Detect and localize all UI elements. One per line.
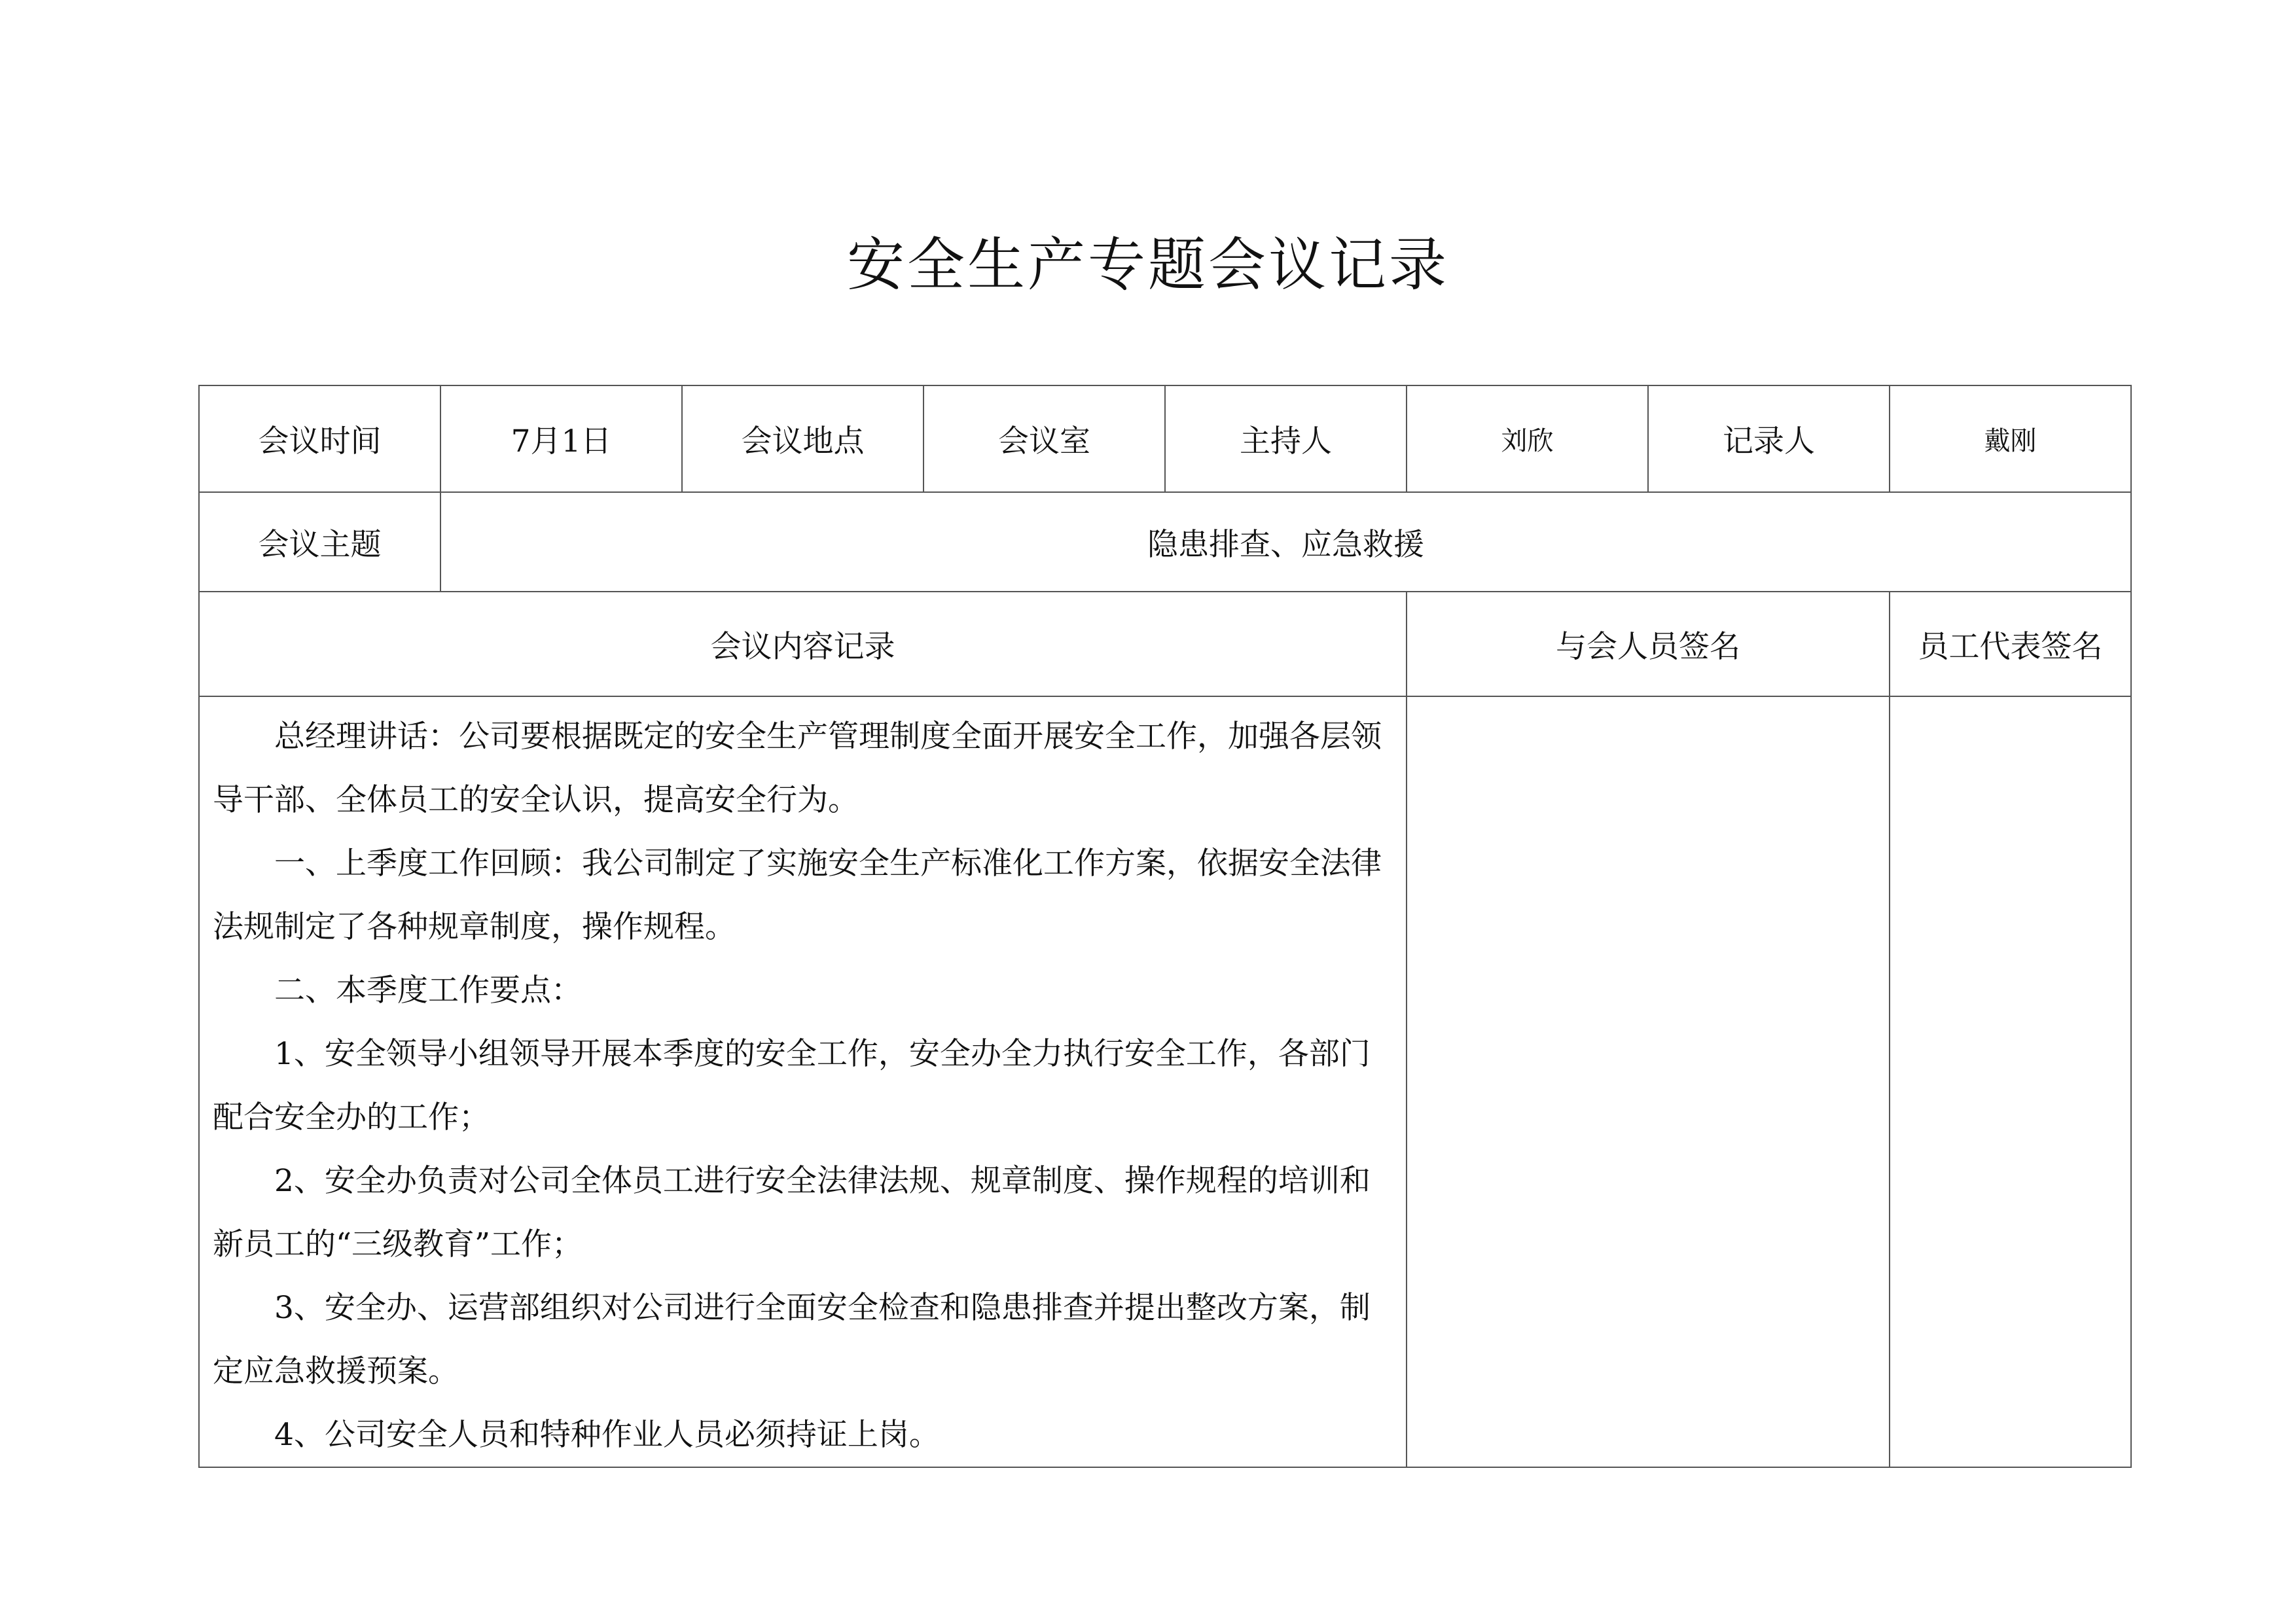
meeting-content-cell <box>199 696 1407 1467</box>
content-paragraph: 一、上季度工作回顾：我公司制定了实施安全生产标准化工作方案，依据安全法律法规制定了各种规章制度，操作规程。 <box>213 846 1382 945</box>
document-title: 安全生产专题会议记录 <box>846 231 1449 298</box>
host-value: 刘欣 <box>1407 385 1648 492</box>
content-paragraph: 二、本季度工作要点： <box>274 972 582 1008</box>
meeting-topic-value: 隐患排查、应急救援 <box>440 492 2131 592</box>
content-body-row <box>199 696 2131 1467</box>
meeting-info-row <box>199 385 2131 492</box>
meeting-content-text <box>200 697 1406 1467</box>
meeting-place-label: 会议地点 <box>682 385 924 492</box>
content-paragraph: 总经理讲话：公司要根据既定的安全生产管理制度全面开展安全工作，加强各层领导干部、全体员工的安全认识，提高安全行为。 <box>213 719 1382 818</box>
attendee-signature-area[interactable] <box>1407 696 1890 1467</box>
recorder-value: 戴刚 <box>1890 385 2131 492</box>
staff-rep-signature-area[interactable] <box>1890 696 2131 1467</box>
content-paragraph: 3、安全办、运营部组织对公司进行全面安全检查和隐患排查并提出整改方案，制定应急救援预案。 <box>213 1290 1371 1389</box>
content-paragraph: 1、安全领导小组领导开展本季度的安全工作，安全办全力执行安全工作，各部门配合安全办的工作； <box>213 1036 1371 1135</box>
meeting-topic-row <box>199 492 2131 592</box>
meeting-content-header: 会议内容记录 <box>199 592 1407 696</box>
meeting-time-label: 会议时间 <box>199 385 440 492</box>
host-label: 主持人 <box>1165 385 1407 492</box>
meeting-time-value: 7月1日 <box>440 385 682 492</box>
recorder-label: 记录人 <box>1648 385 1890 492</box>
content-paragraph: 2、安全办负责对公司全体员工进行安全法律法规、规章制度、操作规程的培训和新员工的“三级教育”工作； <box>213 1163 1371 1262</box>
attendee-signature-header: 与会人员签名 <box>1407 592 1890 696</box>
staff-rep-signature-header: 员工代表签名 <box>1890 592 2131 696</box>
meeting-place-value: 会议室 <box>924 385 1165 492</box>
meeting-record-table <box>198 385 2132 1468</box>
content-paragraph: 4、公司安全人员和特种作业人员必须持证上岗。 <box>274 1417 940 1453</box>
meeting-topic-label: 会议主题 <box>199 492 440 592</box>
content-header-row <box>199 592 2131 696</box>
